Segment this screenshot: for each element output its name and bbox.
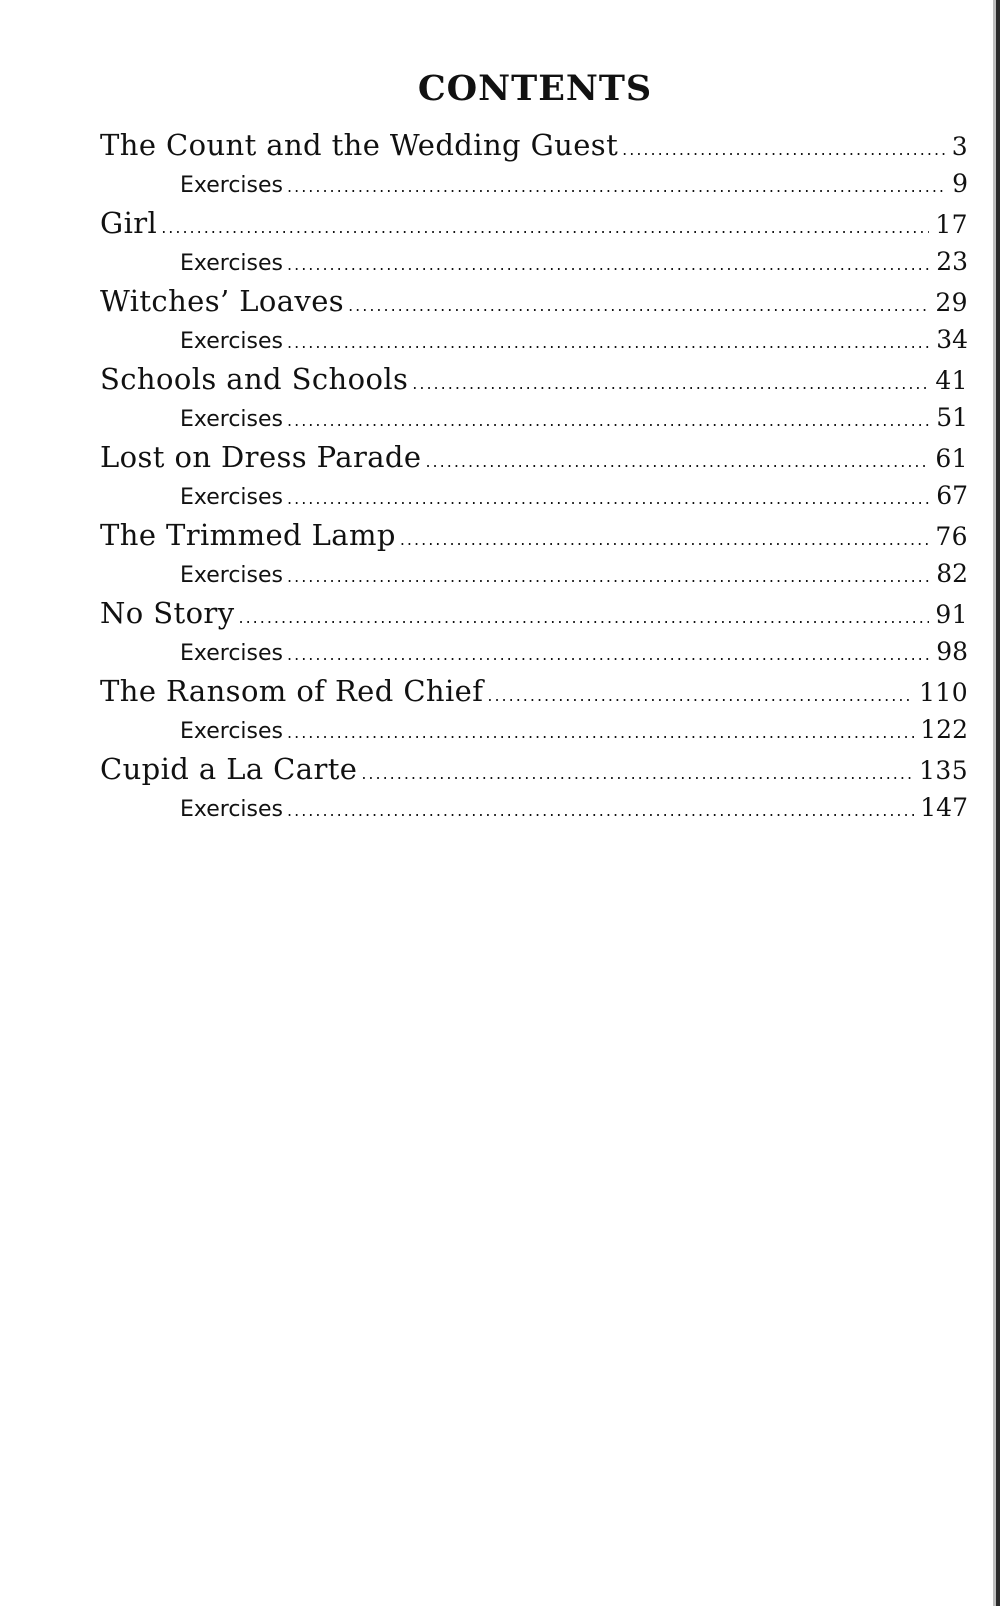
page-number: 82 [936, 559, 968, 588]
dot-leader [412, 364, 929, 399]
exercises-label: Exercises [180, 173, 284, 198]
page-number: 9 [952, 169, 968, 198]
page-number: 61 [935, 444, 968, 473]
story-title: No Story [100, 596, 235, 630]
story-title: The Ransom of Red Chief [100, 674, 484, 708]
exercises-label: Exercises [180, 797, 284, 822]
page-number: 51 [936, 403, 968, 432]
exercises-label: Exercises [180, 563, 284, 588]
story-title: Schools and Schools [100, 362, 409, 396]
story-title: The Count and the Wedding Guest [100, 128, 619, 162]
exercises-label: Exercises [180, 329, 284, 354]
page-number: 110 [919, 678, 968, 707]
story-title: Witches’ Loaves [100, 284, 345, 318]
toc-entry-exercises[interactable] [100, 711, 968, 749]
toc-entry-exercises[interactable] [100, 555, 968, 593]
toc-entry-exercises[interactable] [100, 165, 968, 203]
dot-leader [348, 286, 929, 321]
exercises-label: Exercises [180, 641, 284, 666]
dot-leader [287, 480, 930, 515]
dot-leader [287, 168, 946, 203]
page-number: 17 [935, 210, 968, 239]
exercises-label: Exercises [180, 251, 284, 276]
page-number: 3 [951, 132, 968, 161]
page-number: 122 [920, 715, 968, 744]
table-of-contents [100, 125, 968, 827]
page-number: 34 [936, 325, 968, 354]
page-title: CONTENTS [417, 68, 653, 109]
dot-leader [425, 442, 929, 477]
page-number: 29 [935, 288, 968, 317]
exercises-label: Exercises [180, 719, 284, 744]
page-number: 91 [935, 600, 968, 629]
dot-leader [287, 636, 930, 671]
page-number: 23 [936, 247, 968, 276]
story-title: The Trimmed Lamp [100, 518, 396, 552]
exercises-label: Exercises [180, 407, 284, 432]
page-number: 67 [936, 481, 968, 510]
story-title: Cupid a La Carte [100, 752, 358, 786]
dot-leader [287, 714, 914, 749]
dot-leader [238, 598, 929, 633]
dot-leader [287, 402, 930, 437]
toc-entry-story[interactable] [100, 203, 968, 243]
toc-entry-exercises[interactable] [100, 321, 968, 359]
toc-entry-exercises[interactable] [100, 243, 968, 281]
page-number: 147 [920, 793, 968, 822]
dot-leader [622, 130, 946, 165]
toc-entry-story[interactable] [100, 671, 968, 711]
toc-entry-exercises[interactable] [100, 477, 968, 515]
toc-entry-story[interactable] [100, 437, 968, 477]
page-number: 41 [935, 366, 968, 395]
dot-leader [287, 324, 930, 359]
toc-entry-story[interactable] [100, 359, 968, 399]
toc-entry-story[interactable] [100, 125, 968, 165]
page-number: 135 [919, 756, 968, 785]
dot-leader [361, 754, 913, 789]
dot-leader [487, 676, 913, 711]
page-number: 76 [935, 522, 968, 551]
dot-leader [400, 520, 930, 555]
toc-entry-exercises[interactable] [100, 399, 968, 437]
toc-entry-exercises[interactable] [100, 633, 968, 671]
story-title: Lost on Dress Parade [100, 440, 422, 474]
toc-entry-story[interactable] [100, 749, 968, 789]
toc-entry-story[interactable] [100, 593, 968, 633]
toc-entry-story[interactable] [100, 515, 968, 555]
exercises-label: Exercises [180, 485, 284, 510]
page-number: 98 [936, 637, 968, 666]
story-title: Girl [100, 206, 158, 240]
toc-entry-exercises[interactable] [100, 789, 968, 827]
dot-leader [287, 792, 914, 827]
toc-entry-story[interactable] [100, 281, 968, 321]
dot-leader [287, 246, 930, 281]
page-edge [996, 0, 1000, 1606]
dot-leader [287, 558, 930, 593]
dot-leader [161, 208, 929, 243]
